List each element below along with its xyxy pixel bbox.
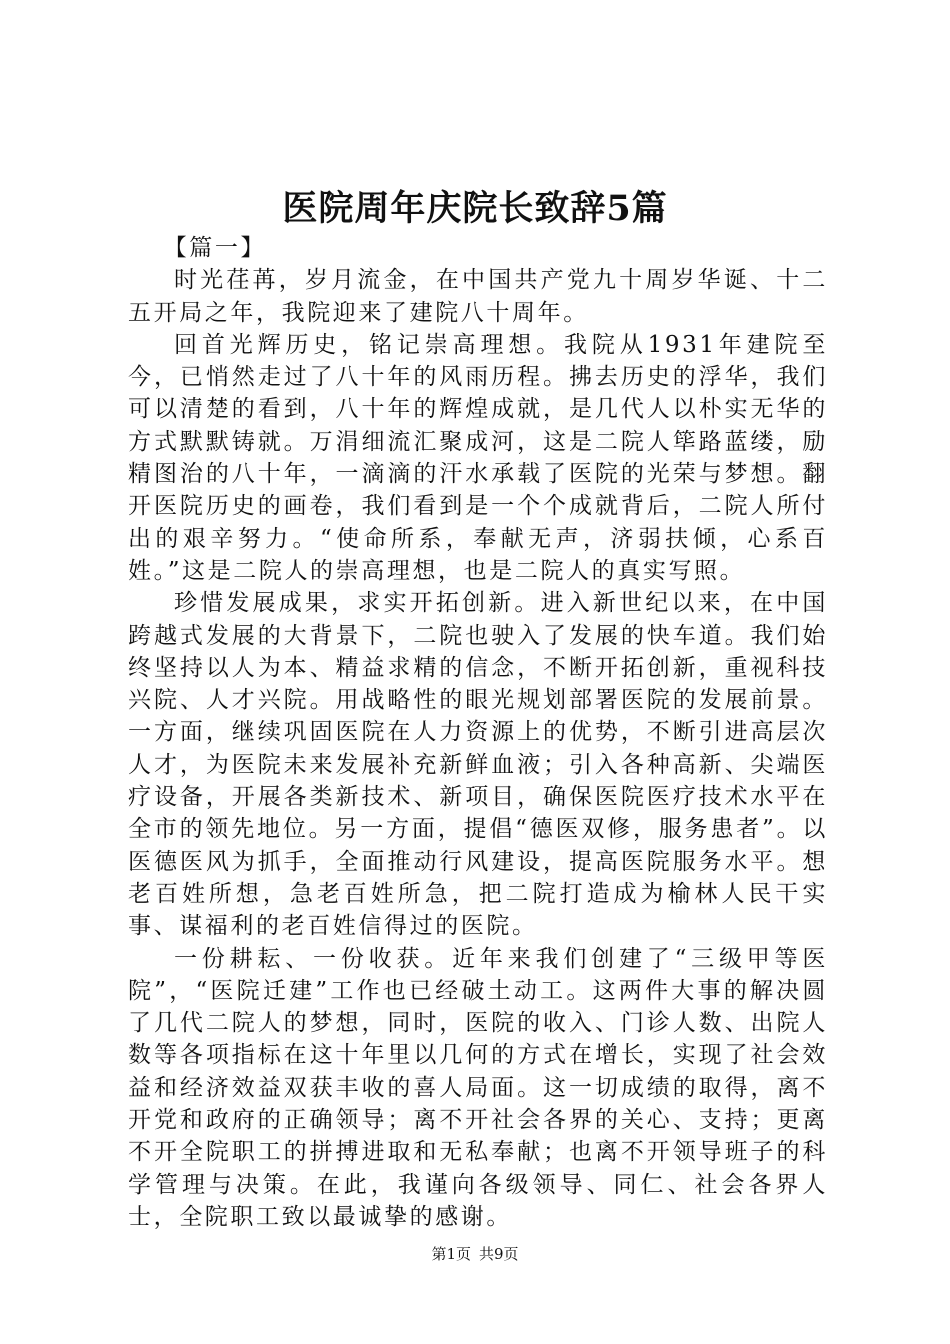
paragraph: 回首光辉历史，铭记崇高理想。我院从1931年建院至今，已悄然走过了八十年的风雨历程。拂去历史的浮华，我们可以清楚的看到，八十年的辉煌成就，是几代人以朴实无华的方式默默铸就。万涓细流汇聚成河，这是二院人筚路蓝缕，励精图治的八十年，一滴滴的汗水承载了医院的光荣与梦想。翻开医院历史的画卷，我们看到是一个个成就背后，二院人所付出的艰辛努力。“使命所系，奉献无声，济弱扶倾，心系百姓。”这是二院人的崇高理想，也是二院人的真实写照。 (128, 331, 828, 584)
paragraph: 时光荏苒，岁月流金，在中国共产党九十周岁华诞、十二五开局之年，我院迎来了建院八十周年。 (128, 267, 828, 326)
page-footer (0, 1243, 950, 1265)
page-number: 第1页 (431, 1245, 471, 1263)
paragraph: 珍惜发展成果，求实开拓创新。进入新世纪以来，在中国跨越式发展的大背景下，二院也驶入了发展的快车道。我们始终坚持以人为本、精益求精的信念，不断开拓创新，重视科技兴院、人才兴院。用战略性的眼光规划部署医院的发展前景。一方面，继续巩固医院在人力资源上的优势，不断引进高层次人才，为医院未来发展补充新鲜血液；引入各种高新、尖端医疗设备，开展各类新技术、新项目，确保医院医疗技术水平在全市的领先地位。另一方面，提倡“德医双修，服务患者”。以医德医风为抓手，全面推动行风建设，提高医院服务水平。想老百姓所想，急老百姓所急，把二院打造成为榆林人民干实事、谋福利的老百姓信得过的医院。 (128, 590, 828, 940)
page-total: 共9页 (479, 1245, 519, 1263)
page-title: 医院周年庆院长致辞5篇 (282, 188, 668, 229)
paragraph: 一份耕耘、一份收获。近年来我们创建了“三级甲等医院”，“医院迁建”工作也已经破土动工。这两件大事的解决圆了几代二院人的梦想，同时，医院的收入、门诊人数、出院人数等各项指标在这十年里以几何的方式在增长，实现了社会效益和经济效益双获丰收的喜人局面。这一切成绩的取得，离不开党和政府的正确领导；离不开社会各界的关心、支持；更离不开全院职工的拼搏进取和无私奉献；也离不开领导班子的科学管理与决策。在此，我谨向各级领导、同仁、社会各界人士，全院职工致以最诚挚的感谢。 (128, 945, 828, 1230)
section-heading: 【篇一】 (163, 235, 267, 261)
document-body (128, 232, 828, 1233)
